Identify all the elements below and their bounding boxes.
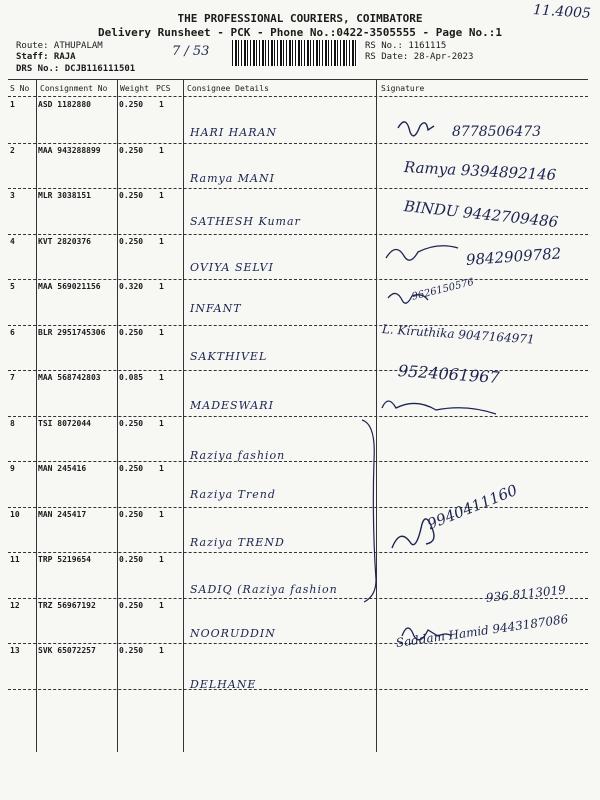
row-weight: 0.250	[119, 191, 144, 200]
row-rule	[8, 643, 588, 644]
row-rule	[8, 552, 588, 553]
row-weight: 0.250	[119, 236, 144, 246]
route-label: Route: ATHUPALAM	[16, 41, 103, 51]
row-pcs: 1	[159, 555, 164, 564]
row-signature: 9626150576	[410, 276, 476, 303]
row-consignee: Ramya MANI	[190, 171, 275, 185]
row-consignment: MLR 3038151	[38, 191, 91, 200]
row-rule	[8, 325, 588, 326]
row-pcs: 1	[159, 418, 164, 428]
row-consignee: Raziya TREND	[190, 535, 285, 549]
row-pcs: 1	[159, 145, 164, 155]
corner-note: 11.4005	[532, 1, 592, 23]
row-sno: 12	[10, 600, 20, 610]
row-sno: 10	[10, 509, 20, 519]
row-weight: 0.250	[119, 327, 144, 337]
rs-date: RS Date: 28-Apr-2023	[365, 52, 474, 62]
row-consignee: MADESWARI	[190, 399, 274, 412]
row-consignee: NOORUDDIN	[190, 626, 276, 640]
row-pcs: 1	[159, 191, 164, 200]
row-signature: 936 8113019	[485, 582, 567, 605]
row-consignment: MAA 569021156	[38, 282, 101, 291]
row-sno: 1	[10, 100, 15, 109]
row-consignment: BLR 2951745306	[38, 327, 106, 337]
row-pcs: 1	[159, 236, 164, 246]
row-weight: 0.250	[119, 646, 144, 655]
row-pcs: 1	[159, 509, 164, 519]
table-top-rule	[8, 79, 588, 80]
row-rule	[8, 689, 588, 690]
row-sno: 4	[10, 236, 15, 246]
row-weight: 0.250	[119, 555, 144, 564]
row-signature: 9524061967	[397, 361, 501, 388]
row-consignee: Raziya fashion	[190, 448, 286, 462]
row-pcs: 1	[159, 327, 164, 337]
table-header-rule	[8, 96, 588, 97]
row-consignee: HARI HARAN	[190, 126, 278, 139]
col-header-consignment: Consignment No	[40, 84, 108, 93]
row-pcs: 1	[159, 646, 164, 655]
row-sno: 9	[10, 464, 15, 473]
row-sno: 11	[10, 555, 20, 564]
row-sno: 8	[10, 418, 15, 428]
row-weight: 0.250	[119, 100, 144, 109]
row-consignee: DELHANE	[190, 678, 257, 691]
col-header-pcs: PCS	[156, 84, 171, 93]
row-consignee: OVIYA SELVI	[190, 260, 274, 274]
row-consignee: SADIQ (Raziya fashion	[190, 583, 338, 596]
row-rule	[8, 188, 588, 189]
row-consignment: MAN 245416	[38, 464, 87, 473]
row-consignment: TSI 8072044	[38, 418, 91, 428]
bracket-mark	[362, 420, 376, 602]
row-consignment: SVK 65072257	[38, 646, 96, 655]
row-signature: Saddam Hamid 9443187086	[395, 611, 570, 650]
signature-scribble	[386, 246, 458, 260]
staff-label: Staff: RAJA	[16, 52, 76, 62]
rs-number: RS No.: 1161115	[365, 41, 447, 51]
barcode	[232, 40, 358, 66]
row-rule	[8, 370, 588, 371]
row-consignee: INFANT	[190, 302, 242, 315]
row-consignment: MAN 245417	[38, 509, 87, 519]
row-consignment: TRP 5219654	[38, 555, 91, 564]
runsheet-subtitle: Delivery Runsheet - PCK - Phone No.:0422-3505555 - Page No.:1	[98, 26, 502, 39]
row-consignment: TRZ 56967192	[38, 600, 96, 610]
row-sno: 6	[10, 327, 15, 337]
drs-label: DRS No.: DCJB116111501	[16, 64, 136, 74]
signature-scribble	[382, 401, 496, 414]
company-title: THE PROFESSIONAL COURIERS, COIMBATORE	[177, 12, 423, 25]
row-pcs: 1	[159, 282, 164, 291]
row-weight: 0.250	[119, 418, 144, 428]
col-header-weight: Weight	[120, 84, 149, 93]
row-weight: 0.085	[119, 373, 144, 382]
col-header-consignee: Consignee Details	[187, 84, 269, 93]
row-consignment: ASD 1182880	[38, 100, 91, 109]
row-consignee: Raziya Trend	[190, 488, 276, 501]
row-sno: 2	[10, 145, 15, 155]
row-weight: 0.250	[119, 464, 144, 473]
row-consignee: SAKTHIVEL	[190, 349, 268, 363]
row-signature: 9842909782	[465, 243, 562, 269]
row-rule	[8, 143, 588, 144]
row-rule	[8, 461, 588, 462]
row-pcs: 1	[159, 373, 164, 382]
row-rule	[8, 279, 588, 280]
row-consignment: MAA 943288899	[38, 145, 101, 155]
row-weight: 0.250	[119, 145, 144, 155]
row-rule	[8, 507, 588, 508]
row-sno: 3	[10, 191, 15, 200]
row-weight: 0.250	[119, 600, 144, 610]
row-weight: 0.320	[119, 282, 144, 291]
row-signature: 8778506473	[452, 124, 542, 140]
row-consignment: MAA 568742803	[38, 373, 101, 382]
row-pcs: 1	[159, 100, 164, 109]
row-consignment: KVT 2820376	[38, 236, 91, 246]
signature-scribble	[398, 122, 434, 136]
row-pcs: 1	[159, 464, 164, 473]
col-header-sno: S No	[10, 84, 30, 93]
row-sno: 13	[10, 646, 20, 655]
row-sno: 7	[10, 373, 15, 382]
row-signature: BINDU 9442709486	[403, 197, 560, 232]
row-signature: 9940411160	[424, 480, 520, 533]
row-signature: Ramya 9394892146	[403, 157, 557, 184]
row-rule	[8, 234, 588, 235]
row-signature: L. Kiruthika 9047164971	[381, 321, 535, 347]
row-pcs: 1	[159, 600, 164, 610]
row-rule	[8, 416, 588, 417]
row-consignee: SATHESH Kumar	[190, 215, 301, 228]
row-sno: 5	[10, 282, 15, 291]
handwritten-count: 7 / 53	[172, 44, 210, 59]
col-header-signature: Signature	[381, 84, 425, 93]
row-weight: 0.250	[119, 509, 144, 519]
